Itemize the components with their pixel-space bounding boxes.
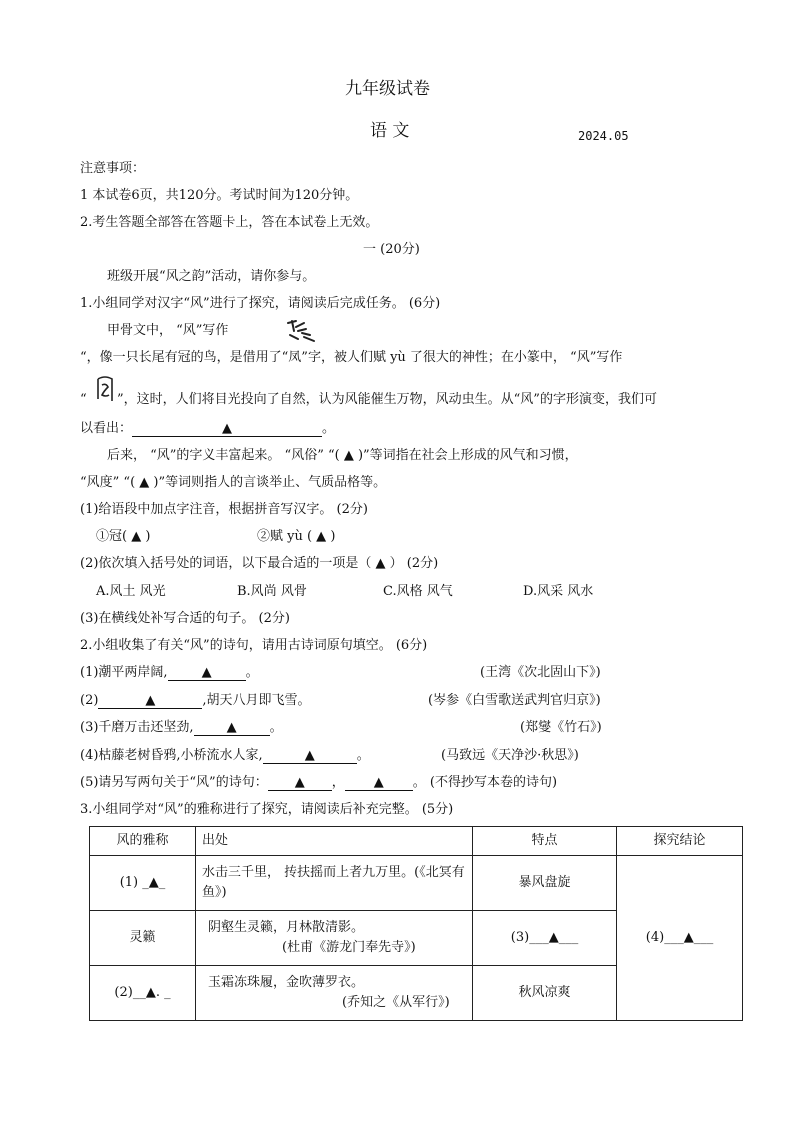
q1-open-quote: “ [80, 392, 87, 407]
q1-para1-line4 [80, 420, 335, 438]
q2-line-2-blank: ▲ [98, 692, 202, 709]
section-heading: 一 (20分) [363, 242, 420, 257]
q2-line-2-source: (岑参《白雪歌送武判官归京》) [428, 693, 601, 708]
q2-line-2-end: ,胡天八月即飞雪。 [202, 693, 311, 708]
alias-cell-2: 灵籁 [90, 911, 196, 966]
exam-date: 2024.05 [578, 129, 629, 143]
source-cell-3-line-1: 玉霜冻珠履，金吹薄罗衣。 [208, 975, 365, 990]
notice-heading: 注意事项： [80, 161, 146, 176]
question-3-stem: 3.小组同学对“风”的雅称进行了探究，请阅读后补充完整。 (5分) [80, 802, 454, 817]
q2-line-5-text: (5)请另写两句关于“风”的诗句： [80, 775, 268, 790]
q2-line-4-source: (马致远《天净沙·秋思》) [441, 748, 579, 763]
table-row [90, 856, 743, 911]
source-cell-2-line-2: (杜甫《游龙门奉先寺》) [282, 940, 416, 955]
q1-option-b: B.风尚 风骨 [237, 584, 307, 599]
feature-cell-3: 秋风凉爽 [473, 966, 617, 1021]
q2-line-3-source: (郑燮《竹石》) [520, 720, 602, 735]
q1-sub2: (2)依次填入括号处的词语，以下最合适的一项是（ ▲ ） (2分) [80, 556, 439, 571]
feature-cell-2: (3)___▲___ [473, 911, 617, 966]
activity-intro: 班级开展“风之韵”活动，请你参与。 [107, 269, 316, 284]
q2-line-5-end: 。 (不得抄写本卷的诗句) [412, 775, 558, 790]
question-2-stem: 2.小组收集了有关“风”的诗句，请用古诗词原句填空。 (6分) [80, 638, 428, 653]
q1-para1-line3: ”，这时，人们将目光投向了自然，认为风能催生万物，风动虫生。从“风”的字形演变，我们可 [117, 392, 657, 407]
alias-cell-3: (2)__▲. _ [90, 966, 196, 1021]
seal-script-feng-glyph [94, 375, 116, 405]
q1-sub3: (3)在横线处补写合适的句子。 (2分) [80, 611, 290, 626]
table-header-cell: 特点 [473, 827, 617, 856]
q1-para1-line1: 甲骨文中， “风”写作 [107, 323, 229, 338]
q1-para2-line2: “风度” “( ▲ )”等词则指人的言谈举止、气质品格等。 [80, 475, 387, 490]
question-1-stem: 1.小组同学对汉字“风”进行了探究，请阅读后完成任务。 (6分) [80, 296, 441, 311]
q2-line-5-blank-1: ▲ [268, 774, 332, 791]
q1-option-c: C.风格 风气 [383, 584, 453, 599]
q1-sub1-a: ①冠( ▲ ) [96, 529, 151, 544]
source-cell-2-line-1: 阴壑生灵籁，月林散清影。 [208, 920, 365, 935]
q2-line-4 [80, 747, 370, 765]
feature-cell-1: 暴风盘旋 [473, 856, 617, 911]
q2-line-2 [80, 692, 311, 710]
subject-title: 语 文 [370, 121, 410, 141]
table-header-cell: 探究结论 [617, 827, 743, 856]
q2-line-3-end: 。 [269, 720, 283, 735]
q2-line-1-end: 。 [245, 665, 259, 680]
q2-line-3-blank: ▲ [194, 719, 270, 736]
q1-para1-line4-text: 以看出： [80, 421, 133, 436]
q1-option-a: A.风土 风光 [96, 584, 166, 599]
q1-para1-line4-end: 。 [322, 421, 336, 436]
q2-line-1-blank: ▲ [168, 664, 246, 681]
oracle-bone-feng-glyph [284, 317, 318, 345]
alias-table [89, 826, 743, 1021]
q2-line-1-source: (王湾《次北固山下》) [480, 665, 601, 680]
notice-item-2: 2.考生答题全部答在答题卡上，答在本试卷上无效。 [80, 215, 379, 230]
q2-line-1-text: (1)潮平两岸阔, [80, 665, 168, 680]
q1-para2-line1: 后来， “风”的字义丰富起来。 “风俗” “( ▲ )”等词指在社会上形成的风气和习惯， [107, 448, 578, 463]
q2-line-3 [80, 719, 283, 737]
table-header-cell: 出处 [196, 827, 473, 856]
q2-line-4-blank: ▲ [263, 747, 357, 764]
table-header-cell: 风的雅称 [90, 827, 196, 856]
q1-para1-line2: “，像一只长尾有冠的鸟，是借用了“凤”字，被人们赋 yù 了很大的神性；在小篆中， “风”写作 [80, 350, 623, 365]
source-cell-3 [196, 966, 473, 1021]
source-cell-2 [196, 911, 473, 966]
source-cell-1: 水击三千里， 抟扶摇而上者九万里。(《北冥有鱼》) [196, 856, 473, 911]
exam-title: 九年级试卷 [345, 79, 430, 99]
source-cell-3-line-2: (乔知之《从军行》) [342, 995, 450, 1010]
q1-sub1: (1)给语段中加点字注音，根据拼音写汉字。 (2分) [80, 502, 368, 517]
q2-line-3-text: (3)千磨万击还坚劲, [80, 720, 194, 735]
q2-line-5 [80, 774, 557, 792]
q2-line-4-text: (4)枯藤老树昏鸦,小桥流水人家, [80, 748, 263, 763]
alias-cell-1: (1) _▲_ [90, 856, 196, 911]
q1-option-d: D.风采 风水 [523, 584, 594, 599]
q1-answer-blank: ▲ [132, 420, 322, 437]
notice-item-1: 1 本试卷6页，共120分。考试时间为120分钟。 [80, 188, 359, 203]
table-header-row [90, 827, 743, 856]
q2-line-1 [80, 664, 259, 682]
q2-line-5-sep: ， [331, 775, 345, 790]
q2-line-4-end: 。 [356, 748, 370, 763]
q2-line-2-text: (2) [80, 693, 99, 708]
conclusion-cell: (4)___▲___ [617, 856, 743, 1021]
q1-sub1-b: ②赋 yù ( ▲ ) [257, 529, 336, 544]
q2-line-5-blank-2: ▲ [345, 774, 413, 791]
